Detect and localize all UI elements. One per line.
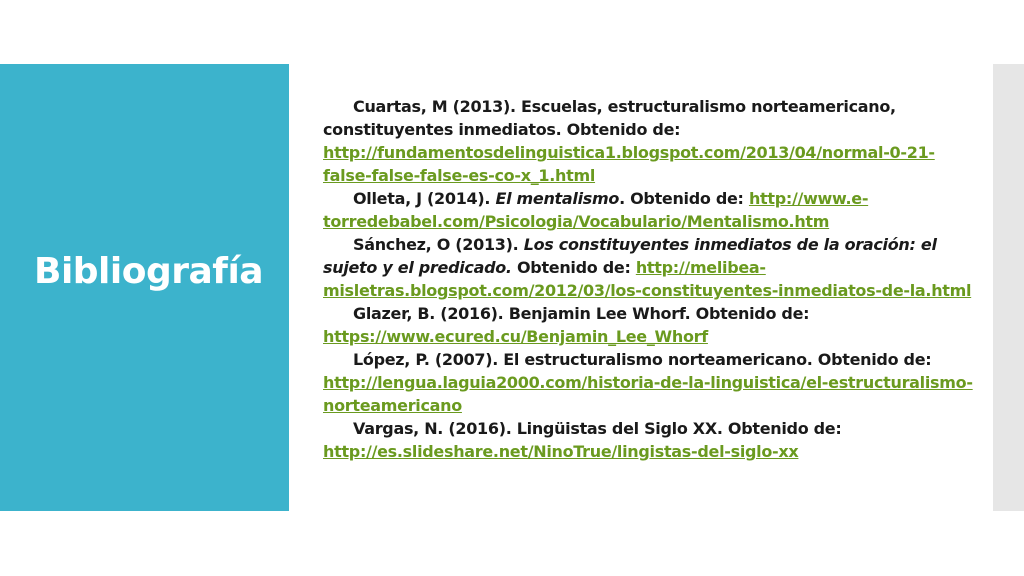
bibliography-list	[323, 95, 973, 463]
slide-title: Bibliografía	[34, 251, 264, 292]
reference-text: Olleta, J (2014).	[353, 189, 496, 208]
reference-text: Obtenido de:	[561, 120, 681, 139]
reference-item	[323, 302, 973, 348]
reference-item	[323, 187, 973, 233]
reference-text: . Obtenido de:	[619, 189, 749, 208]
reference-text: Obtenido de:	[511, 258, 636, 277]
reference-item	[323, 348, 973, 417]
reference-link[interactable]: http://es.slideshare.net/NinoTrue/lingistas-del-siglo-xx	[323, 442, 799, 461]
reference-title: Los constituyentes inmediatos de la oración: el sujeto y el predicado.	[323, 235, 937, 277]
reference-link[interactable]: http://melibea-misletras.blogspot.com/2012/03/los-constituyentes-inmediatos-de-la.html	[323, 258, 972, 300]
reference-title: El mentalismo	[495, 189, 620, 208]
reference-text: López, P. (2007). El estructuralismo norteamericano. Obtenido de:	[353, 350, 932, 369]
reference-text: Glazer, B. (2016). Benjamin Lee Whorf. Obtenido de:	[353, 304, 810, 323]
reference-link[interactable]: http://lengua.laguia2000.com/historia-de-la-linguistica/el-estructuralismo-norteamericano	[323, 373, 973, 415]
reference-text: Cuartas, M (2013). Escuelas, estructuralismo norteamericano, constituyentes inmediatos.	[323, 97, 896, 139]
reference-item	[323, 417, 973, 463]
reference-link[interactable]: http://fundamentosdelinguistica1.blogspot.com/2013/04/normal-0-21-false-false-false-es-co-x_1.html	[323, 143, 935, 185]
reference-text: Vargas, N. (2016). Lingüistas del Siglo XX. Obtenido de:	[353, 419, 842, 438]
reference-text: Sánchez, O (2013).	[353, 235, 524, 254]
reference-item	[323, 233, 973, 302]
right-scroll-strip	[993, 64, 1024, 511]
reference-link[interactable]: https://www.ecured.cu/Benjamin_Lee_Whorf	[323, 327, 708, 346]
reference-item	[323, 95, 973, 187]
reference-link[interactable]: http://www.e-torredebabel.com/Psicologia/Vocabulario/Mentalismo.htm	[323, 189, 869, 231]
